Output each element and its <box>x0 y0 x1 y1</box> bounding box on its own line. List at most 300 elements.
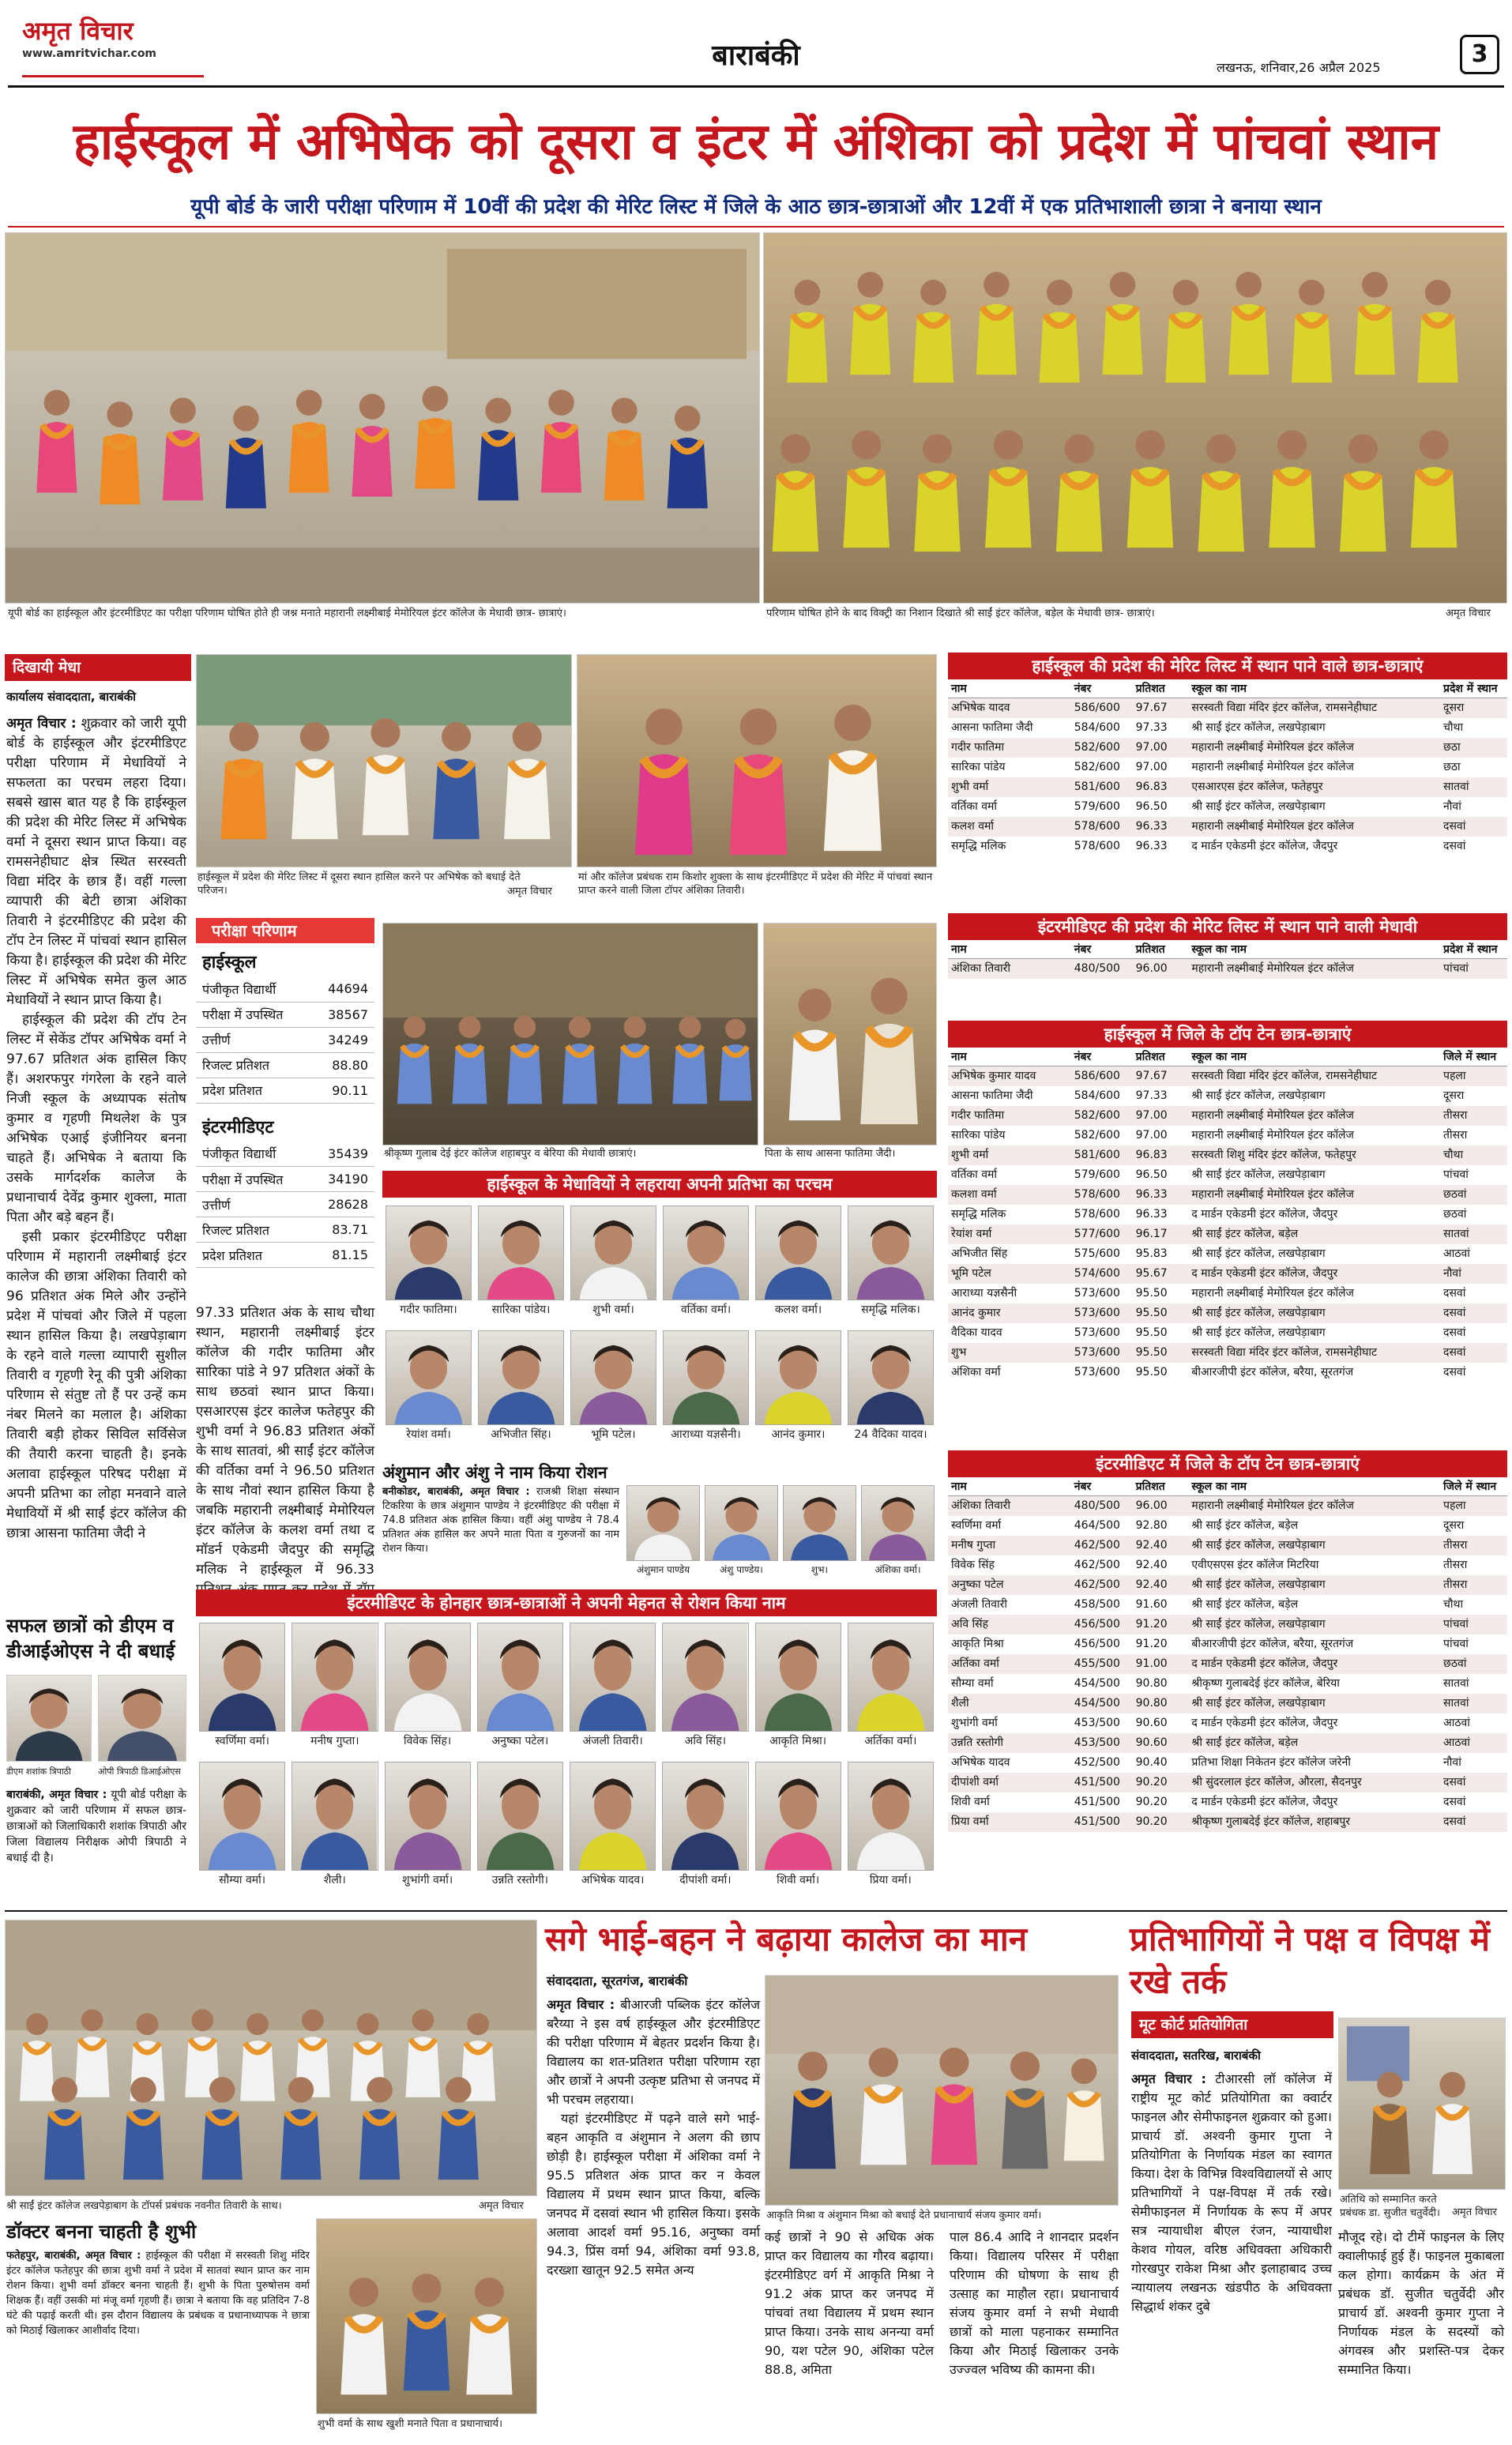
table-cell: सातवां <box>1440 1694 1507 1713</box>
table-cell: तीसरा <box>1440 1536 1507 1555</box>
table-cell: 95.50 <box>1133 1343 1189 1363</box>
anshu-faces <box>624 1485 937 1580</box>
table-cell: 480/500 <box>1071 959 1133 980</box>
table-row <box>948 1753 1507 1773</box>
student-photo <box>705 1485 778 1561</box>
table-cell: 454/500 <box>1074 1677 1120 1690</box>
student-name: सारिका पांडेय। <box>491 1303 551 1316</box>
table-cell: महारानी लक्ष्मीबाई मेमोरियल इंटर कॉलेज <box>1188 1106 1440 1126</box>
student-photo <box>199 1623 285 1732</box>
table-cell: श्री सुंदरलाल इंटर कॉलेज, औरला, सैदनपुर <box>1188 1773 1440 1792</box>
table-cell: 90.80 <box>1135 1677 1168 1690</box>
table-cell: आनंद कुमार <box>948 1303 1071 1323</box>
table-cell: 573/600 <box>1071 1343 1133 1363</box>
row-value: 28628 <box>310 1192 374 1217</box>
table-cell: 451/500 <box>1074 1796 1120 1808</box>
table-cell: 573/600 <box>1074 1287 1120 1300</box>
student-name: शुभांगी वर्मा। <box>402 1874 453 1886</box>
table-cell: श्री साईं इंटर कॉलेज, लखपेड़ाबाग <box>1188 1575 1440 1595</box>
pariksha-int-head: इंटरमीडिएट <box>202 1116 274 1138</box>
table-cell: 451/500 <box>1071 1812 1133 1832</box>
table-cell: अंशिका तिवारी <box>948 959 1071 980</box>
student-name: समृद्धि मलिक। <box>861 1303 920 1316</box>
table-row <box>948 1674 1507 1694</box>
student-name: भूमि पटेल। <box>591 1428 636 1441</box>
table-cell: दूसरा <box>1440 698 1507 719</box>
column-header: नाम <box>948 1477 1071 1496</box>
photo-siblings-caption: आकृति मिश्रा व अंशुमान मिश्रा को बधाई देते प्रधानाचार्य संजय कुमार वर्मा। <box>766 2210 1042 2221</box>
table-cell: 578/600 <box>1074 840 1120 852</box>
table-cell: द मार्डन एकेडमी इंटर कॉलेज, जैदपुर <box>1188 1264 1440 1284</box>
column-header: नाम <box>948 1048 1071 1066</box>
table-cell: 581/600 <box>1071 777 1133 797</box>
table-cell: रेयांश वर्मा <box>948 1224 1071 1244</box>
table-cell: सरस्वती विद्या मंदिर इंटर कॉलेज, रामसनेहीघाट <box>1188 1066 1440 1087</box>
table-cell: दीपांशी वर्मा <box>948 1773 1071 1792</box>
row-label: उत्तीर्ण <box>196 1027 310 1052</box>
table-cell: अर्तिका वर्मा <box>948 1654 1071 1674</box>
logo: अमृत विचार <box>22 16 134 46</box>
photo-shubhi <box>316 2218 537 2414</box>
table-row <box>948 1773 1507 1792</box>
story-body: अमृत विचार : शुक्रवार को जारी यूपी बोर्ड के हाईस्कूल और इंटरमीडिएट परीक्षा परिणाम में मेधावियों ने सफलता का परचम लहरा दिया। सबसे खास बात यह है कि हाईस्कूल की प्रदेश की मेरिट लिस्ट में अभिषेक वर्मा ने दूसरा स्थान प्राप्त किया। वह रामसनेहीघाट क्षेत्र स्थित सरस्वती विद्या मंदिर के छात्र हैं। वहीं गल्ला व्यापारी की बेटी छात्रा अंशिका तिवारी ने इंटरमीडिएट की प्रदेश की टॉप टेन लिस्ट में पांचवां स्थान हासिल किया है। हाईस्कूल की प्रदेश की मेरिट लिस्ट में अभिषेक समेत कुल आठ मेधावियों ने स्थान प्राप्त किया है। हाईस्कूल की प्रदेश की टॉप टेन लिस्ट में सेकेंड टॉपर अभिषेक वर्मा ने 97.67 प्रतिशत अंक हासिल किए हैं। अशरफपुर गंगरेला के रहने वाले निजी स्कूल के अध्यापक संतोष कुमार व गृहणी मिथलेश के पुत्र अभिषेक एआई इंजीनियर बनना चाहते हैं। अभिषेक ने बताया कि उसके मार्गदर्शक कालेज के प्रधानाचार्य देवेंद्र कुमार शुक्ला, माता पिता और बड़े बहन हैं। इसी प्रकार इंटरमीडिएट परीक्षा परिणाम में महारानी लक्ष्मीबाई इंटर कालेज की छात्रा अंशिका तिवारी को 96 प्रतिशत अंक मिले और उन्होंने प्रदेश में पांचवां और जिले में पहला स्थान हासिल किया है। लखपेड़ाबाग के रहने वाले गल्ला व्यापारी सुशील तिवारी व गृहणी रेनू की पुत्री अंशिका परिणाम से संतुष्ट तो हैं पर उन्हें कम नंबर मिलने का मलाल है। अंशिका तिवारी बड़ी होकर सिविल सर्विसेज की तैयारी करना चाहती है। इनके अलावा हाईस्कूल परिषद परीक्षा में अपनी प्रतिभा का लोहा मनवाने वाले मेधावियों में श्री साईं इंटर कॉलेज की छात्रा आसना फातिमा जैदी ने <box>6 716 187 1541</box>
student-photo <box>662 1623 748 1732</box>
table-cell: दसवां <box>1443 1326 1466 1339</box>
table-cell: द मार्डन एकेडमी इंटर कॉलेज, जैदपुर <box>1191 1208 1338 1221</box>
table-cell: श्री साईं इंटर कॉलेज, लखपेड़ाबाग <box>1191 721 1326 734</box>
table-row <box>948 1654 1507 1674</box>
table-cell: दूसरा <box>1443 1089 1465 1102</box>
student-photo <box>570 1623 656 1732</box>
table-cell: छठवां <box>1440 1654 1507 1674</box>
table-cell: दसवां <box>1440 1812 1507 1832</box>
table-cell: आसना फातिमा जैदी <box>951 1089 1033 1102</box>
row-value: 90.11 <box>310 1078 374 1103</box>
student-name: अंशुमान पाण्डेय <box>636 1564 690 1575</box>
table-cell: तीसरा <box>1440 1106 1507 1126</box>
table-cell: दसवां <box>1440 1343 1507 1363</box>
table-row <box>948 1343 1507 1363</box>
table-cell: 579/600 <box>1074 1168 1120 1181</box>
table-cell: 95.67 <box>1133 1264 1189 1284</box>
student-photo <box>478 1330 564 1425</box>
table-cell: 97.67 <box>1133 1066 1189 1087</box>
column-header: प्रदेश में स्थान <box>1440 679 1507 698</box>
column-header: जिले में स्थान <box>1440 1048 1507 1066</box>
table-cell: श्री साईं इंटर कॉलेज, लखपेड़ाबाग <box>1191 1247 1326 1260</box>
student-name: अंशिका वर्मा। <box>874 1564 921 1575</box>
student-photo <box>570 1206 656 1300</box>
table-cell: 91.20 <box>1133 1615 1189 1634</box>
table-row <box>948 1264 1507 1284</box>
table-cell: द मार्डन एकेडमी इंटर कॉलेज, जैदपुर <box>1188 1654 1440 1674</box>
table-cell: छठा <box>1443 761 1461 773</box>
table-row <box>948 1812 1507 1832</box>
lead-photo-2-credit: अमृत विचार <box>1446 607 1491 619</box>
sibling-byline: संवाददाता, सूरतगंज, बाराबंकी <box>547 1973 688 1988</box>
table-cell: 92.40 <box>1135 1559 1168 1571</box>
table-cell: 575/600 <box>1074 1247 1120 1260</box>
row-label: पंजीकृत विद्यार्थी <box>196 1142 310 1167</box>
table-cell: 582/600 <box>1071 1106 1133 1126</box>
photo-moot-credit: अमृत विचार <box>1452 2206 1497 2218</box>
table-cell: चौथा <box>1443 721 1464 734</box>
lead-photo-1 <box>5 232 760 604</box>
table-cell: पहला <box>1440 1496 1507 1517</box>
table-cell: अभिषेक यादव <box>948 698 1071 719</box>
table-cell: 577/600 <box>1071 1224 1133 1244</box>
moot-col1: अमृत विचार : टीआरसी लॉ कॉलेज में राष्ट्रीय मूट कोर्ट प्रतियोगिता का क्वार्टर फाइनल और सेमीफाइनल शुक्रवार को हुआ। प्राचार्य डॉ. अश्वनी कुमार गुप्ता ने प्रतियोगिता के निर्णायक मंडल का स्वागत किया। देश के विभिन्न विश्वविद्यालयों से आए प्रतिभागियों ने पक्ष-विपक्ष में तर्क रखे। सेमीफाइनल में निर्णायक के रूप में अपर सत्र न्यायाधीश बीएल रंजन, न्यायाधीश केशव गोयल, वरिष्ठ अधिवक्ता अधिकारी गोरखपुर राकेश मिश्रा और इलाहाबाद उच्च न्यायालय लखनऊ खंडपीठ के अधिवक्ता सिद्धार्थ शंकर दुबे <box>1131 2071 1332 2314</box>
table-cell: अंशिका वर्मा <box>951 1366 1001 1379</box>
table-cell: 586/600 <box>1071 698 1133 719</box>
table-row <box>948 1615 1507 1634</box>
table-row <box>948 1595 1507 1615</box>
pariksha-box <box>196 918 374 1268</box>
column-header: जिले में स्थान <box>1440 1477 1507 1496</box>
merit-int-title: इंटरमीडिएट की प्रदेश की मेरिट लिस्ट में स्थान पाने वाली मेधावी <box>948 913 1507 940</box>
site-url: www.amritvichar.com <box>22 47 157 60</box>
table-header-row <box>948 679 1507 698</box>
student-name: अनुष्का पटेल। <box>491 1735 549 1747</box>
table-cell: आराध्या यज्ञसैनी <box>951 1287 1017 1300</box>
page-number: 3 <box>1460 35 1499 74</box>
table-cell: शुभांगी वर्मा <box>951 1717 998 1729</box>
lead-photo-2 <box>763 232 1507 604</box>
student-name: अवि सिंह। <box>684 1735 727 1747</box>
table-cell: 97.00 <box>1133 738 1189 758</box>
table-cell: 451/500 <box>1071 1773 1133 1792</box>
table-cell: 462/500 <box>1071 1536 1133 1555</box>
row-label: पंजीकृत विद्यार्थी <box>196 976 310 1002</box>
table-row <box>948 1323 1507 1343</box>
table-cell: 462/500 <box>1071 1575 1133 1595</box>
table-cell: अभिजीत सिंह <box>951 1247 1008 1260</box>
table-cell: अंजली तिवारी <box>951 1598 1008 1611</box>
table-cell: 95.50 <box>1135 1287 1168 1300</box>
student-photo <box>662 1762 748 1871</box>
table-cell: भूमि पटेल <box>948 1264 1071 1284</box>
table-cell: 96.17 <box>1133 1224 1189 1244</box>
gallery-hs-title: हाईस्कूल के मेधावियों ने लहराया अपनी प्रतिभा का परचम <box>382 1171 937 1198</box>
photo-moot-caption: अतिथि को सम्मानित करते प्रबंधक डा. सुजीत चतुर्वेदी। <box>1340 2194 1440 2219</box>
sibling-title: सगे भाई-बहन ने बढ़ाया कालेज का मान <box>545 1920 1028 1958</box>
top-int-table <box>948 1477 1507 1832</box>
photo-toppers-credit: अमृत विचार <box>479 2200 524 2212</box>
table-row <box>948 1165 1507 1185</box>
merit-int-table <box>948 940 1507 979</box>
table-cell: गदीर फातिमा <box>948 738 1071 758</box>
table-cell: दूसरा <box>1443 1519 1465 1532</box>
student-name: अर्तिका वर्मा। <box>864 1735 917 1747</box>
table-cell: 92.80 <box>1135 1519 1168 1532</box>
table-cell: 90.80 <box>1133 1694 1189 1713</box>
row-value: 83.71 <box>310 1217 374 1243</box>
table-cell: आठवां <box>1443 1247 1470 1260</box>
student-photo <box>663 1330 749 1425</box>
table-cell: महारानी लक्ष्मीबाई मेमोरियल इंटर कॉलेज <box>1188 1496 1440 1517</box>
student-photo <box>385 1762 471 1871</box>
masthead-rule <box>8 85 1504 88</box>
photo-asna-caption: पिता के साथ आसना फातिमा जैदी। <box>765 1148 896 1160</box>
pariksha-hs-table <box>196 976 374 1104</box>
table-cell: शुभ <box>948 1343 1071 1363</box>
table-cell: 453/500 <box>1071 1733 1133 1753</box>
column-header: स्कूल का नाम <box>1188 1048 1440 1066</box>
table-row <box>948 1066 1507 1087</box>
table-row <box>948 1284 1507 1303</box>
table-cell: पहला <box>1440 1066 1507 1087</box>
photo-shahabpur-caption: श्रीकृष्ण गुलाब देई इंटर कॉलेज शहाबपुर व बेरिया की मेधावी छात्राएं। <box>384 1148 637 1160</box>
table-row <box>948 1303 1507 1323</box>
table-cell: 90.20 <box>1133 1773 1189 1792</box>
student-photo <box>848 1206 934 1300</box>
table-cell: 96.33 <box>1133 817 1189 837</box>
table-cell: तीसरा <box>1443 1129 1468 1142</box>
table-cell: 96.00 <box>1133 959 1189 980</box>
table-cell: महारानी लक्ष्मीबाई मेमोरियल इंटर कॉलेज <box>1188 817 1440 837</box>
merit-int <box>948 913 1507 979</box>
table-row <box>948 1185 1507 1205</box>
column-header: नंबर <box>1071 1477 1133 1496</box>
table-cell: एसआरएस इंटर कॉलेज, फतेहपुर <box>1188 777 1440 797</box>
table-row <box>948 817 1507 837</box>
table-cell: श्री साईं इंटर कॉलेज, बड़ेल <box>1188 1224 1440 1244</box>
student-photo <box>755 1330 841 1425</box>
table-cell: दसवां <box>1443 1287 1466 1300</box>
table-row <box>196 1027 374 1052</box>
table-cell: द मार्डन एकेडमी इंटर कॉलेज, जैदपुर <box>1191 1796 1338 1808</box>
column-header: प्रतिशत <box>1133 679 1189 698</box>
table-cell: 97.33 <box>1135 721 1168 734</box>
table-cell: सरस्वती विद्या मंदिर इंटर कॉलेज, रामसनेहीघाट <box>1188 1343 1440 1363</box>
table-row <box>196 976 374 1002</box>
table-cell: दसवां <box>1443 1796 1466 1808</box>
table-cell: श्रीकृष्ण गुलाबदेई इंटर कॉलेज, शहाबपुर <box>1188 1812 1440 1832</box>
row-label: रिजल्ट प्रतिशत <box>196 1052 310 1078</box>
anshu-text: बनीकोडर, बाराबंकी, अमृत विचार : राजश्री शिक्षा संस्थान टिकरिया के छात्र अंशुमान पाण्डेय ने इंटरमीडिएट की परीक्षा में 74.8 प्रतिशत अंक हासिल किया। वहीं अंशु पाण्डेय ने 78.4 प्रतिशत अंक हासिल कर अपने माता पिता व गुरुजनों का नाम रोशन किया। <box>382 1486 619 1555</box>
sibling-col3: पाल 86.4 आदि ने शानदार प्रदर्शन किया। विद्यालय परिसर में परीक्षा परिणाम की घोषणा के साथ ही उत्साह का माहौल रहा। प्रधानाचार्य संजय कुमार वर्मा ने सभी मेधावी छात्रों को माला पहनाकर सम्मानित किया और मिठाई खिलाकर उनके उज्ज्वल भविष्य की कामना की। <box>950 2229 1119 2377</box>
table-row <box>948 1792 1507 1812</box>
table-cell: 96.83 <box>1133 777 1189 797</box>
table-cell: 584/600 <box>1074 721 1120 734</box>
table-row <box>196 1142 374 1167</box>
table-cell: 96.33 <box>1135 840 1168 852</box>
student-name: रेयांश वर्मा। <box>406 1428 451 1441</box>
student-photo <box>755 1623 841 1732</box>
table-header-row <box>948 1477 1507 1496</box>
table-cell: पांचवां <box>1440 1615 1507 1634</box>
table-cell: 582/600 <box>1071 738 1133 758</box>
table-cell: 579/600 <box>1074 800 1120 813</box>
table-cell: 574/600 <box>1071 1264 1133 1284</box>
photo-siblings <box>765 1975 1119 2206</box>
student-name: विवेक सिंह। <box>404 1735 452 1747</box>
top-int <box>948 1450 1507 1832</box>
table-cell: समृद्धि मलिक <box>951 1208 1006 1221</box>
table-cell: 92.40 <box>1133 1575 1189 1595</box>
table-cell: वर्तिका वर्मा <box>951 800 997 813</box>
table-cell: सारिका पांडेय <box>951 761 1006 773</box>
table-cell: दसवां <box>1440 1303 1507 1323</box>
table-cell: द मार्डन एकेडमी इंटर कॉलेज, जैदपुर <box>1191 840 1338 852</box>
table-cell: स्वर्णिमा वर्मा <box>951 1519 1002 1532</box>
section-title: बाराबंकी <box>712 39 800 72</box>
table-cell: महारानी लक्ष्मीबाई मेमोरियल इंटर कॉलेज <box>1188 1185 1440 1205</box>
photo-abhishek-caption: हाईस्कूल में प्रदेश की मेरिट लिस्ट में दूसरा स्थान हासिल करने पर अभिषेक को बधाई देते परिजन। <box>197 871 521 897</box>
pariksha-hs-head: हाईस्कूल <box>202 952 257 972</box>
table-cell: 462/500 <box>1074 1559 1120 1571</box>
sibling-col2: कई छात्रों ने 90 से अधिक अंक प्राप्त कर विद्यालय का गौरव बढ़ाया। इंटरमीडिएट वर्ग में आकृति मिश्रा ने 91.2 अंक प्राप्त कर जनपद में पांचवां तथा विद्यालय में प्रथम स्थान प्राप्त किया। उनके साथ अनन्या वर्मा 90, यश पटेल 90, अंशिका पटेल 88.8, अमिता <box>765 2229 934 2377</box>
student-photo <box>386 1330 472 1425</box>
table-row <box>948 1106 1507 1126</box>
table-cell: आकृति मिश्रा <box>951 1638 1004 1650</box>
column-header: प्रतिशत <box>1133 940 1189 959</box>
table-cell: 97.00 <box>1133 1106 1189 1126</box>
student-photo <box>291 1623 378 1732</box>
table-cell: महारानी लक्ष्मीबाई मेमोरियल इंटर कॉलेज <box>1191 761 1354 773</box>
table-row <box>948 1733 1507 1753</box>
row-label: परीक्षा में उपस्थित <box>196 1002 310 1027</box>
table-row <box>948 1145 1507 1165</box>
column-header: स्कूल का नाम <box>1188 1477 1440 1496</box>
table-row <box>948 718 1507 738</box>
student-name: शिवी वर्मा। <box>777 1874 820 1886</box>
student-name: आकृति मिश्रा। <box>769 1735 827 1747</box>
table-cell: गदीर फातिमा <box>948 1106 1071 1126</box>
table-row <box>948 1244 1507 1264</box>
table-cell: 456/500 <box>1074 1638 1120 1650</box>
table-cell: समृद्धि मलिक <box>951 840 1006 852</box>
sibling-col1: अमृत विचार : बीआरजी पब्लिक इंटर कॉलेज बरैय्या ने इस वर्ष हाईस्कूल और इंटरमीडिएट की परीक्षा परिणाम में बेहतर प्रदर्शन किया है। विद्यालय का शत-प्रतिशत परीक्षा परिणाम रहा और छात्रों ने अपनी उत्कृष्ट प्रतिभा से जनपद में भी परचम लहराया। यहां इंटरमीडिएट में पढ़ने वाले सगे भाई-बहन आकृति व अंशुमान ने अलग की छाप छोड़ी है। हाईस्कूल परीक्षा में अंशिका वर्मा ने 95.5 प्रतिशत अंक प्राप्त कर न केवल विद्यालय में प्रथम स्थान प्राप्त किया, बल्कि जनपद में दसवां स्थान भी हासिल किया। इसके अलावा आदर्श वर्मा 95.16, अनुष्का वर्मा 94.3, प्रिंस वर्मा 94, अंशिका वर्मा 93.8, दरख्शा खातून 92.5 समेत अन्य <box>547 1997 760 2278</box>
student-photo <box>861 1485 935 1561</box>
table-cell: दसवां <box>1440 817 1507 837</box>
table-cell: 480/500 <box>1071 1496 1133 1517</box>
student-name: शैली। <box>323 1874 346 1886</box>
table-cell: प्रिया वर्मा <box>948 1812 1071 1832</box>
row-value: 35439 <box>310 1142 374 1167</box>
row-value: 81.15 <box>310 1243 374 1268</box>
story-kicker: दिखायी मेधा <box>5 654 191 681</box>
table-row <box>948 959 1507 980</box>
table-row <box>196 1052 374 1078</box>
doctor-text: फतेहपुर, बाराबंकी, अमृत विचार : हाईस्कूल की परीक्षा में सरस्वती शिशु मंदिर इंटर कॉलेज फतेहपुर की छात्रा शुभी वर्मा ने प्रदेश में सातवां स्थान प्राप्त कर नाम रोशन किया। शुभी वर्मा डॉक्टर बनना चाहती हैं। शुभी के पिता पुरुषोत्तम वर्मा शिक्षक हैं। वहीं उसकी मां मंजू वर्मा गृहणी हैं। छात्रा ने बताया कि वह प्रतिदिन 7-8 घंटे की पढ़ाई करती थी। इस दौरान विद्यालय के प्रबंधक व प्रधानाध्यापक ने छात्रा को मिठाई खिलाकर आशीर्वाद दिया। <box>6 2250 310 2337</box>
student-photo <box>848 1762 934 1871</box>
table-cell: 92.40 <box>1133 1536 1189 1555</box>
table-cell: 97.00 <box>1135 1129 1168 1142</box>
student-name: शुभ। <box>811 1564 829 1575</box>
table-cell: 584/600 <box>1074 1089 1120 1102</box>
table-cell: श्री साईं इंटर कॉलेज, लखपेड़ाबाग <box>1188 1303 1440 1323</box>
moot-byline: संवाददाता, सतरिख, बाराबंकी <box>1131 2048 1261 2063</box>
top-hs-table <box>948 1048 1507 1382</box>
photo-abhishek <box>196 654 572 867</box>
table-cell: 458/500 <box>1074 1598 1120 1611</box>
row-label: प्रदेश प्रतिशत <box>196 1243 310 1268</box>
table-cell: अभिषेक यादव <box>951 1756 1010 1769</box>
table-cell: 96.83 <box>1133 1145 1189 1165</box>
table-cell: पांचवां <box>1443 1638 1469 1650</box>
subhead-rule <box>8 226 1504 228</box>
table-cell: 96.33 <box>1133 1185 1189 1205</box>
table-cell: 90.60 <box>1135 1717 1168 1729</box>
student-name: सौम्या वर्मा। <box>219 1874 266 1886</box>
gallery-int-title: इंटरमीडिएट के होनहार छात्र-छात्राओं ने अपनी मेहनत से रोशन किया नाम <box>196 1589 937 1616</box>
table-cell: सरस्वती शिशु मंदिर इंटर कॉलेज, फतेहपुर <box>1188 1145 1440 1165</box>
student-photo <box>848 1623 934 1732</box>
table-cell: सातवां <box>1440 1224 1507 1244</box>
table-cell: सौम्या वर्मा <box>951 1677 994 1690</box>
student-name: अंशु पाण्डेय। <box>720 1564 763 1575</box>
table-cell: उन्नति रस्तोगी <box>948 1733 1071 1753</box>
moot-title: प्रतिभागियों ने पक्ष व विपक्ष में रखे तर्क <box>1130 1920 1490 2001</box>
table-cell: 90.40 <box>1135 1756 1168 1769</box>
table-cell: 96.00 <box>1133 1496 1189 1517</box>
table-cell: मनीष गुप्ता <box>948 1536 1071 1555</box>
table-cell: अभिषेक कुमार यादव <box>948 1066 1071 1087</box>
table-cell: चौथा <box>1443 1598 1464 1611</box>
table-cell: 95.83 <box>1135 1247 1168 1260</box>
student-photo <box>477 1623 563 1732</box>
table-cell: 456/500 <box>1071 1615 1133 1634</box>
student-photo <box>291 1762 378 1871</box>
column-header: नंबर <box>1071 1048 1133 1066</box>
student-name: अंजली तिवारी। <box>582 1735 643 1747</box>
student-name: वर्तिका वर्मा। <box>680 1303 732 1316</box>
photo-anshika-caption: मां और कॉलेज प्रबंधक राम किशोर शुक्ला के साथ इंटरमीडिएट में प्रदेश की मेरिट में पांचवां स्थान प्राप्त करने वाली जिला टॉपर अंशिका तिवारी। <box>578 871 933 897</box>
table-cell: 96.50 <box>1135 1168 1168 1181</box>
table-cell: विवेक सिंह <box>951 1559 995 1571</box>
table-cell: छठा <box>1440 738 1507 758</box>
row-value: 34190 <box>310 1167 374 1192</box>
table-cell: वैदिका यादव <box>951 1326 1002 1339</box>
table-cell: अंशिका तिवारी <box>948 1496 1071 1517</box>
lead-photo-2-caption: परिणाम घोषित होने के बाद विक्ट्री का निशान दिखाते श्री साईं इंटर कॉलेज, बड़ेल के मेधावी छात्र- छात्राएं। <box>766 607 1155 619</box>
table-cell: 96.50 <box>1135 800 1168 813</box>
story-byline: कार्यालय संवाददाता, बाराबंकी <box>6 690 137 704</box>
table-cell: श्री साईं इंटर कॉलेज, लखपेड़ाबाग <box>1191 1326 1326 1339</box>
table-row <box>948 1086 1507 1106</box>
table-cell: सातवां <box>1443 1677 1469 1690</box>
table-row <box>196 1243 374 1268</box>
gallery-int <box>196 1623 937 1902</box>
student-photo <box>385 1623 471 1732</box>
table-cell: महारानी लक्ष्मीबाई मेमोरियल इंटर कॉलेज <box>1188 959 1440 980</box>
table-row <box>196 1217 374 1243</box>
student-photo <box>386 1206 472 1300</box>
masthead <box>0 0 1512 93</box>
student-photo <box>783 1485 856 1561</box>
student-photo <box>755 1762 841 1871</box>
table-row <box>948 738 1507 758</box>
column-header: नाम <box>948 940 1071 959</box>
dios-photo-caption: ओपी त्रिपाठी डिआईओएस <box>98 1766 181 1777</box>
table-cell: 586/600 <box>1071 1066 1133 1087</box>
table-cell: 90.20 <box>1133 1812 1189 1832</box>
table-cell: महारानी लक्ष्मीबाई मेमोरियल इंटर कॉलेज <box>1191 1287 1354 1300</box>
dm-title: सफल छात्रों को डीएम व डीआईओएस ने दी बधाई <box>6 1614 175 1662</box>
table-cell: पांचवां <box>1440 959 1507 980</box>
dios-photo <box>98 1675 186 1762</box>
table-cell: नौवां <box>1443 1756 1461 1769</box>
photo-toppers-caption: श्री साईं इंटर कॉलेज लखपेड़ाबाग के टॉपर्स प्रबंधक नवनीत तिवारी के साथ। <box>6 2200 282 2212</box>
row-value: 38567 <box>310 1002 374 1027</box>
table-cell: 578/600 <box>1071 817 1133 837</box>
table-cell: 95.50 <box>1133 1303 1189 1323</box>
table-row <box>196 1002 374 1027</box>
student-name: आराध्या यज्ञसैनी। <box>671 1428 741 1441</box>
table-cell: महारानी लक्ष्मीबाई मेमोरियल इंटर कॉलेज <box>1188 738 1440 758</box>
column-header: स्कूल का नाम <box>1188 679 1440 698</box>
